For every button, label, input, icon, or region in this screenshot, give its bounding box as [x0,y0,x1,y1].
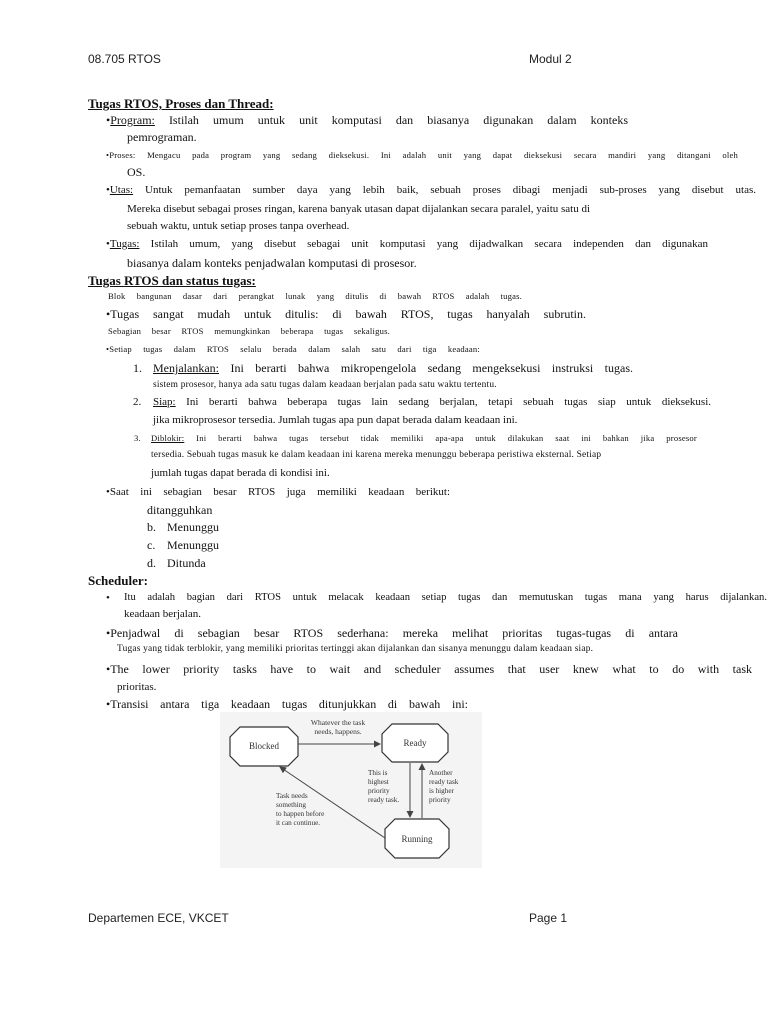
state-2-line1: Siap: Ini berarti bahwa beberapa tugas lain sedang berjalan, tetapi sebuah tugas siap untuk dieksekusi. [153,396,712,408]
extra-state-b-label: Menunggu [167,520,219,534]
label-another-3: is higher [429,787,454,795]
line-easy-to-write: •Tugas sangat mudah untuk ditulis: di bawah RTOS, tugas hanyalah subrutin. [106,307,586,321]
state-transition-diagram [220,712,482,868]
state-3-line2: tersedia. Sebuah tugas masuk ke dalam keadaan ini karena mereka menunggu beberapa peristiwa eksternal. Setiap [151,450,602,460]
section-title-tasks-processes: Tugas RTOS, Proses dan Thread: [88,96,274,111]
lower-priority-line1: •The lower priority tasks have to wait and scheduler assumes that user knew what to do with task [106,662,752,676]
state-1-number: 1. [133,361,142,375]
bullet-icon: • [106,344,110,354]
extra-state-b-number: b. [147,520,156,534]
label-highest-2: highest [368,778,389,786]
label-highest-1: This is [368,769,388,777]
scheduler-unblocked-line: Tugas yang tidak terblokir, yang memiliki prioritas tertinggi akan dijalankan dan sisanya menunggu dalam keadaan siap. [117,644,594,654]
extra-state-d-number: d. [147,556,156,570]
blocked-label: Blocked [249,741,279,751]
utas-line2: Mereka disebut sebagai proses ringan, karena banyak utasan dapat dijalankan secara paralel, yaitu satu di [127,203,591,215]
scheduler-line1: Itu adalah bagian dari RTOS untuk melacak keadaan setiap tugas dan memutuskan tugas mana yang harus dijalankan. [124,592,767,603]
section-title-task-states: Tugas RTOS dan status tugas: [88,273,256,288]
header-course: 08.705 RTOS [88,52,161,66]
extra-state-c-label: Menunggu [167,538,219,552]
tugas-line1: •Tugas: Istilah umum, yang disebut sebagai unit komputasi yang dijadwalkan secara independen dan digunakan [106,238,709,250]
header-module: Modul 2 [529,52,572,66]
extra-state-suspended: ditangguhkan [147,503,213,517]
section-title-scheduler: Scheduler: [88,573,148,588]
bullet-icon: • [106,697,111,711]
bullet-icon: • [106,238,110,250]
extra-state-d-label: Ditunda [167,556,206,570]
scheduler-line2: keadaan berjalan. [124,608,201,620]
bullet-icon: • [106,150,110,160]
state-3-line3: jumlah tugas dapat berada di kondisi ini. [151,467,330,479]
line-three-states: •Setiap tugas dalam RTOS selalu berada dalam salah satu dari tiga keadaan: [106,344,480,354]
line-multiple-tasks: Sebagian besar RTOS memungkinkan beberapa tugas sekaligus. [108,326,390,336]
state-2-number: 2. [133,396,142,408]
state-1-line2: sistem prosesor, hanya ada satu tugas dalam keadaan berjalan pada satu waktu tertentu. [153,380,497,390]
state-3-number: 3. [134,433,141,443]
label-another-4: priority [429,796,451,804]
proses-line2: OS. [127,165,146,179]
proses-line1: •Proses: Mengacu pada program yang sedang dieksekusi. Ini adalah unit yang dapat dieksekusi secara mandiri yang ditangani oleh [106,150,738,160]
label-another-2: ready task [429,778,459,786]
bullet-icon: • [106,662,111,676]
label-needs-4: it can continue. [276,819,321,827]
label-highest-4: ready task. [368,796,400,804]
state-1-line1: Menjalankan: Ini berarti bahwa mikropengelola sedang mengeksekusi instruksi tugas. [153,361,634,375]
state-2-line2: jika mikroprosesor tersedia. Jumlah tugas apa pun dapat berada dalam keadaan ini. [153,414,518,426]
label-highest-3: priority [368,787,390,795]
transition-line: •Transisi antara tiga keadaan tugas ditunjukkan di bawah ini: [106,697,468,711]
label-needs-3: to happen before [276,810,325,818]
running-label: Running [401,834,433,844]
bullet-icon: • [106,486,110,498]
bullet-icon: • [106,592,110,604]
bullet-icon: • [106,307,111,321]
tugas-line2: biasanya dalam konteks penjadwalan komputasi di prosesor. [127,256,417,270]
ready-label: Ready [403,738,427,748]
program-line1: •Program: Istilah umum untuk unit komputasi dan biasanya digunakan dalam konteks [106,113,629,127]
label-needs-1: Task needs [276,792,308,800]
label-whatever-1: Whatever the task [310,718,366,727]
footer-page-number: Page 1 [529,911,568,925]
bullet-icon: • [106,626,111,640]
bullet-icon: • [106,184,110,196]
utas-line3: sebuah waktu, untuk setiap proses tanpa overhead. [127,220,350,232]
lower-priority-line2: prioritas. [117,681,157,693]
label-needs-2: something [276,801,306,809]
line-other-states: •Saat ini sebagian besar RTOS juga memiliki keadaan berikut: [106,486,450,498]
utas-line1: •Utas: Untuk pemanfaatan sumber daya yang lebih baik, sebuah proses dibagi menjadi sub-proses yang disebut utas. [106,184,756,196]
scheduler-simple-line: •Penjadwal di sebagian besar RTOS sederhana: mereka melihat prioritas tugas-tugas di antara [106,626,678,640]
footer-department: Departemen ECE, VKCET [88,911,229,925]
extra-state-c-number: c. [147,538,156,552]
line-basic-block: Blok bangunan dasar dari perangkat lunak yang ditulis di bawah RTOS adalah tugas. [108,291,522,301]
state-3-line1: Diblokir: Ini berarti bahwa tugas tersebut tidak memiliki apa-apa untuk dilakukan saat ini bahkan jika prosesor [151,433,697,443]
label-another-1: Another [429,769,453,777]
program-line2: pemrograman. [127,130,197,144]
label-whatever-2: needs, happens. [314,727,362,736]
bullet-icon: • [106,113,111,127]
